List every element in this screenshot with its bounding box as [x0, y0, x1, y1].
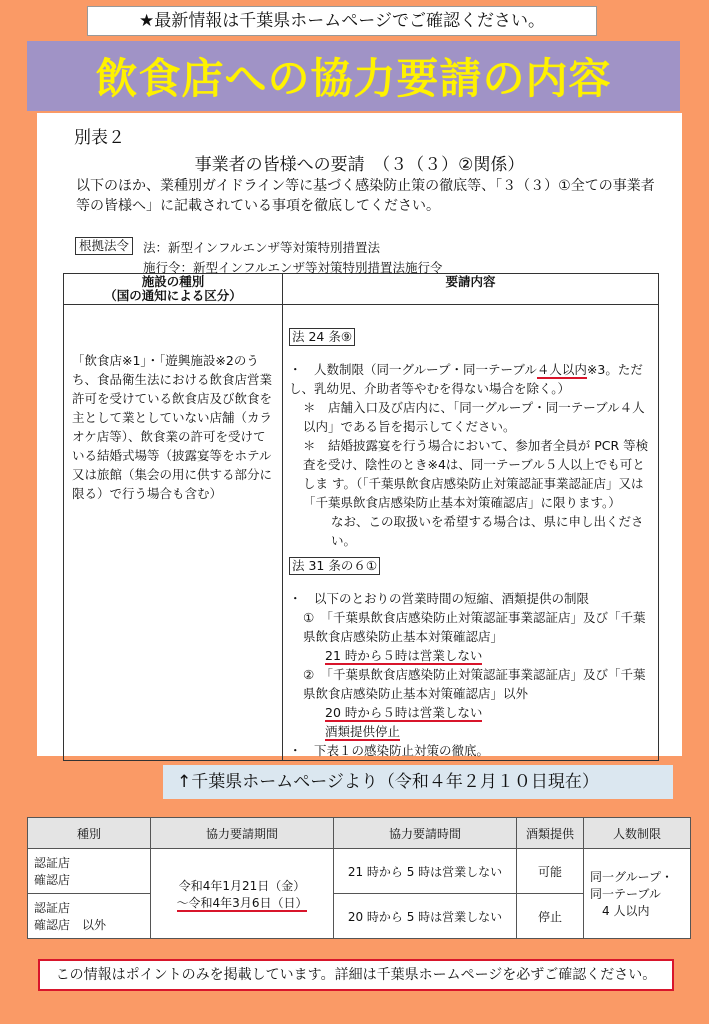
request-line: ① 「千葉県飲食店感染防止対策認証事業認証店」及び「千葉県飲食店感染防止基本対策確認店」	[303, 610, 646, 644]
page-title: 飲食店への協力要請の内容	[95, 54, 612, 103]
law-line-2: 施行令：新型インフルエンザ等対策特別措置法施行令	[143, 260, 443, 275]
period-cell	[151, 849, 334, 939]
appendix-label: 別表２	[74, 128, 125, 148]
type-cell: 認証店 確認店 以外	[28, 894, 151, 939]
article-24-tag: 法 24 条⑨	[289, 328, 355, 346]
bottom-notice: この情報はポイントのみを掲載しています。詳細は千葉県ホームページを必ずご確認ください。	[38, 959, 674, 991]
period-start: 令和4年1月21日（金）	[178, 878, 306, 893]
article-31-tag: 法 31 条の６①	[289, 557, 380, 575]
summary-header: 人数制限	[584, 818, 691, 849]
top-notice: ★最新情報は千葉県ホームページでご確認ください。	[87, 6, 597, 36]
hours-underline-1: 21 時から５時は営業しない	[325, 648, 483, 663]
request-line: ＊ 結婚披露宴を行う場合において、参加者全員が PCR 等検査を受け、陰性のとき※4は、同一テーブル５人以上でも可としま す。（「千葉県飲食店感染防止対策認証事業認証店」又は「千葉県飲食店感染防止基本対策確認店」に限ります。）	[303, 438, 649, 510]
intro-text: 以下のほか、業種別ガイドライン等に基づく感染防止策の徹底等、「３（３）①全ての事業者等の皆様へ」に記載されている事項を徹底してください。	[76, 178, 655, 214]
title-banner	[27, 41, 680, 111]
type-cell: 認証店 確認店	[28, 849, 151, 894]
summary-header: 協力要請時間	[334, 818, 517, 849]
document-image	[37, 113, 682, 756]
time-cell: 20 時から 5 時は営業しない	[334, 894, 517, 939]
limit-cell: 同一グループ・ 同一テーブル 4 人以内	[584, 849, 691, 939]
request-line: なお、この取扱いを希望する場合は、県に申し出ください。	[331, 514, 644, 548]
alcohol-underline: 酒類提供停止	[325, 724, 401, 739]
request-line: ・ 人数制限（同一グループ・同一テーブル	[289, 362, 537, 377]
request-table	[63, 273, 659, 761]
request-line: ・ 以下のとおりの営業時間の短縮、酒類提供の制限	[289, 591, 590, 606]
request-line: ※3。ただし、乳幼児、介助者等やむを得ない場合を除く。）	[289, 362, 643, 396]
request-content-cell	[283, 305, 659, 761]
summary-header: 協力要請期間	[151, 818, 334, 849]
col-facility-header: 施設の種別 （国の通知による区分）	[64, 274, 283, 305]
period-end: ～令和4年3月6日（日）	[176, 895, 308, 910]
time-cell: 21 時から 5 時は営業しない	[334, 849, 517, 894]
summary-header: 酒類提供	[517, 818, 584, 849]
summary-header: 種別	[28, 818, 151, 849]
summary-table	[27, 817, 691, 939]
request-line: ・ 下表１の感染防止対策の徹底。	[289, 743, 490, 758]
request-line: ＊ 店舗入口及び店内に、「同一グループ・同一テーブル４人以内」である旨を掲示してください。	[303, 400, 645, 434]
alcohol-cell: 停止	[517, 894, 584, 939]
request-line: ② 「千葉県飲食店感染防止対策認証事業認証店」及び「千葉県飲食店感染防止基本対策確認店」以外	[303, 667, 646, 701]
hours-underline-2: 20 時から５時は営業しない	[325, 705, 483, 720]
document-title: 事業者の皆様への要請 （３（３）②関係）	[194, 155, 525, 175]
alcohol-cell: 可能	[517, 849, 584, 894]
law-label: 根拠法令	[75, 237, 133, 255]
limit-underline: ４人以内	[536, 362, 587, 377]
law-line-1: 法：新型インフルエンザ等対策特別措置法	[143, 240, 381, 255]
source-caption: ↑千葉県ホームページより（令和４年２月１０日現在）	[163, 765, 673, 799]
col-request-header: 要請内容	[283, 274, 659, 305]
facility-type-cell: 「飲食店※1」・「遊興施設※2のうち、食品衛生法における飲食店営業許可を受けている飲食店及び飲食を主として業としていない店舗（カラオケ店等）、飲食業の許可を受けている結婚式場等（披露宴等をホテル又は旅館（集会の用に供する部分に限る）で行う場合も含む）	[64, 305, 283, 761]
